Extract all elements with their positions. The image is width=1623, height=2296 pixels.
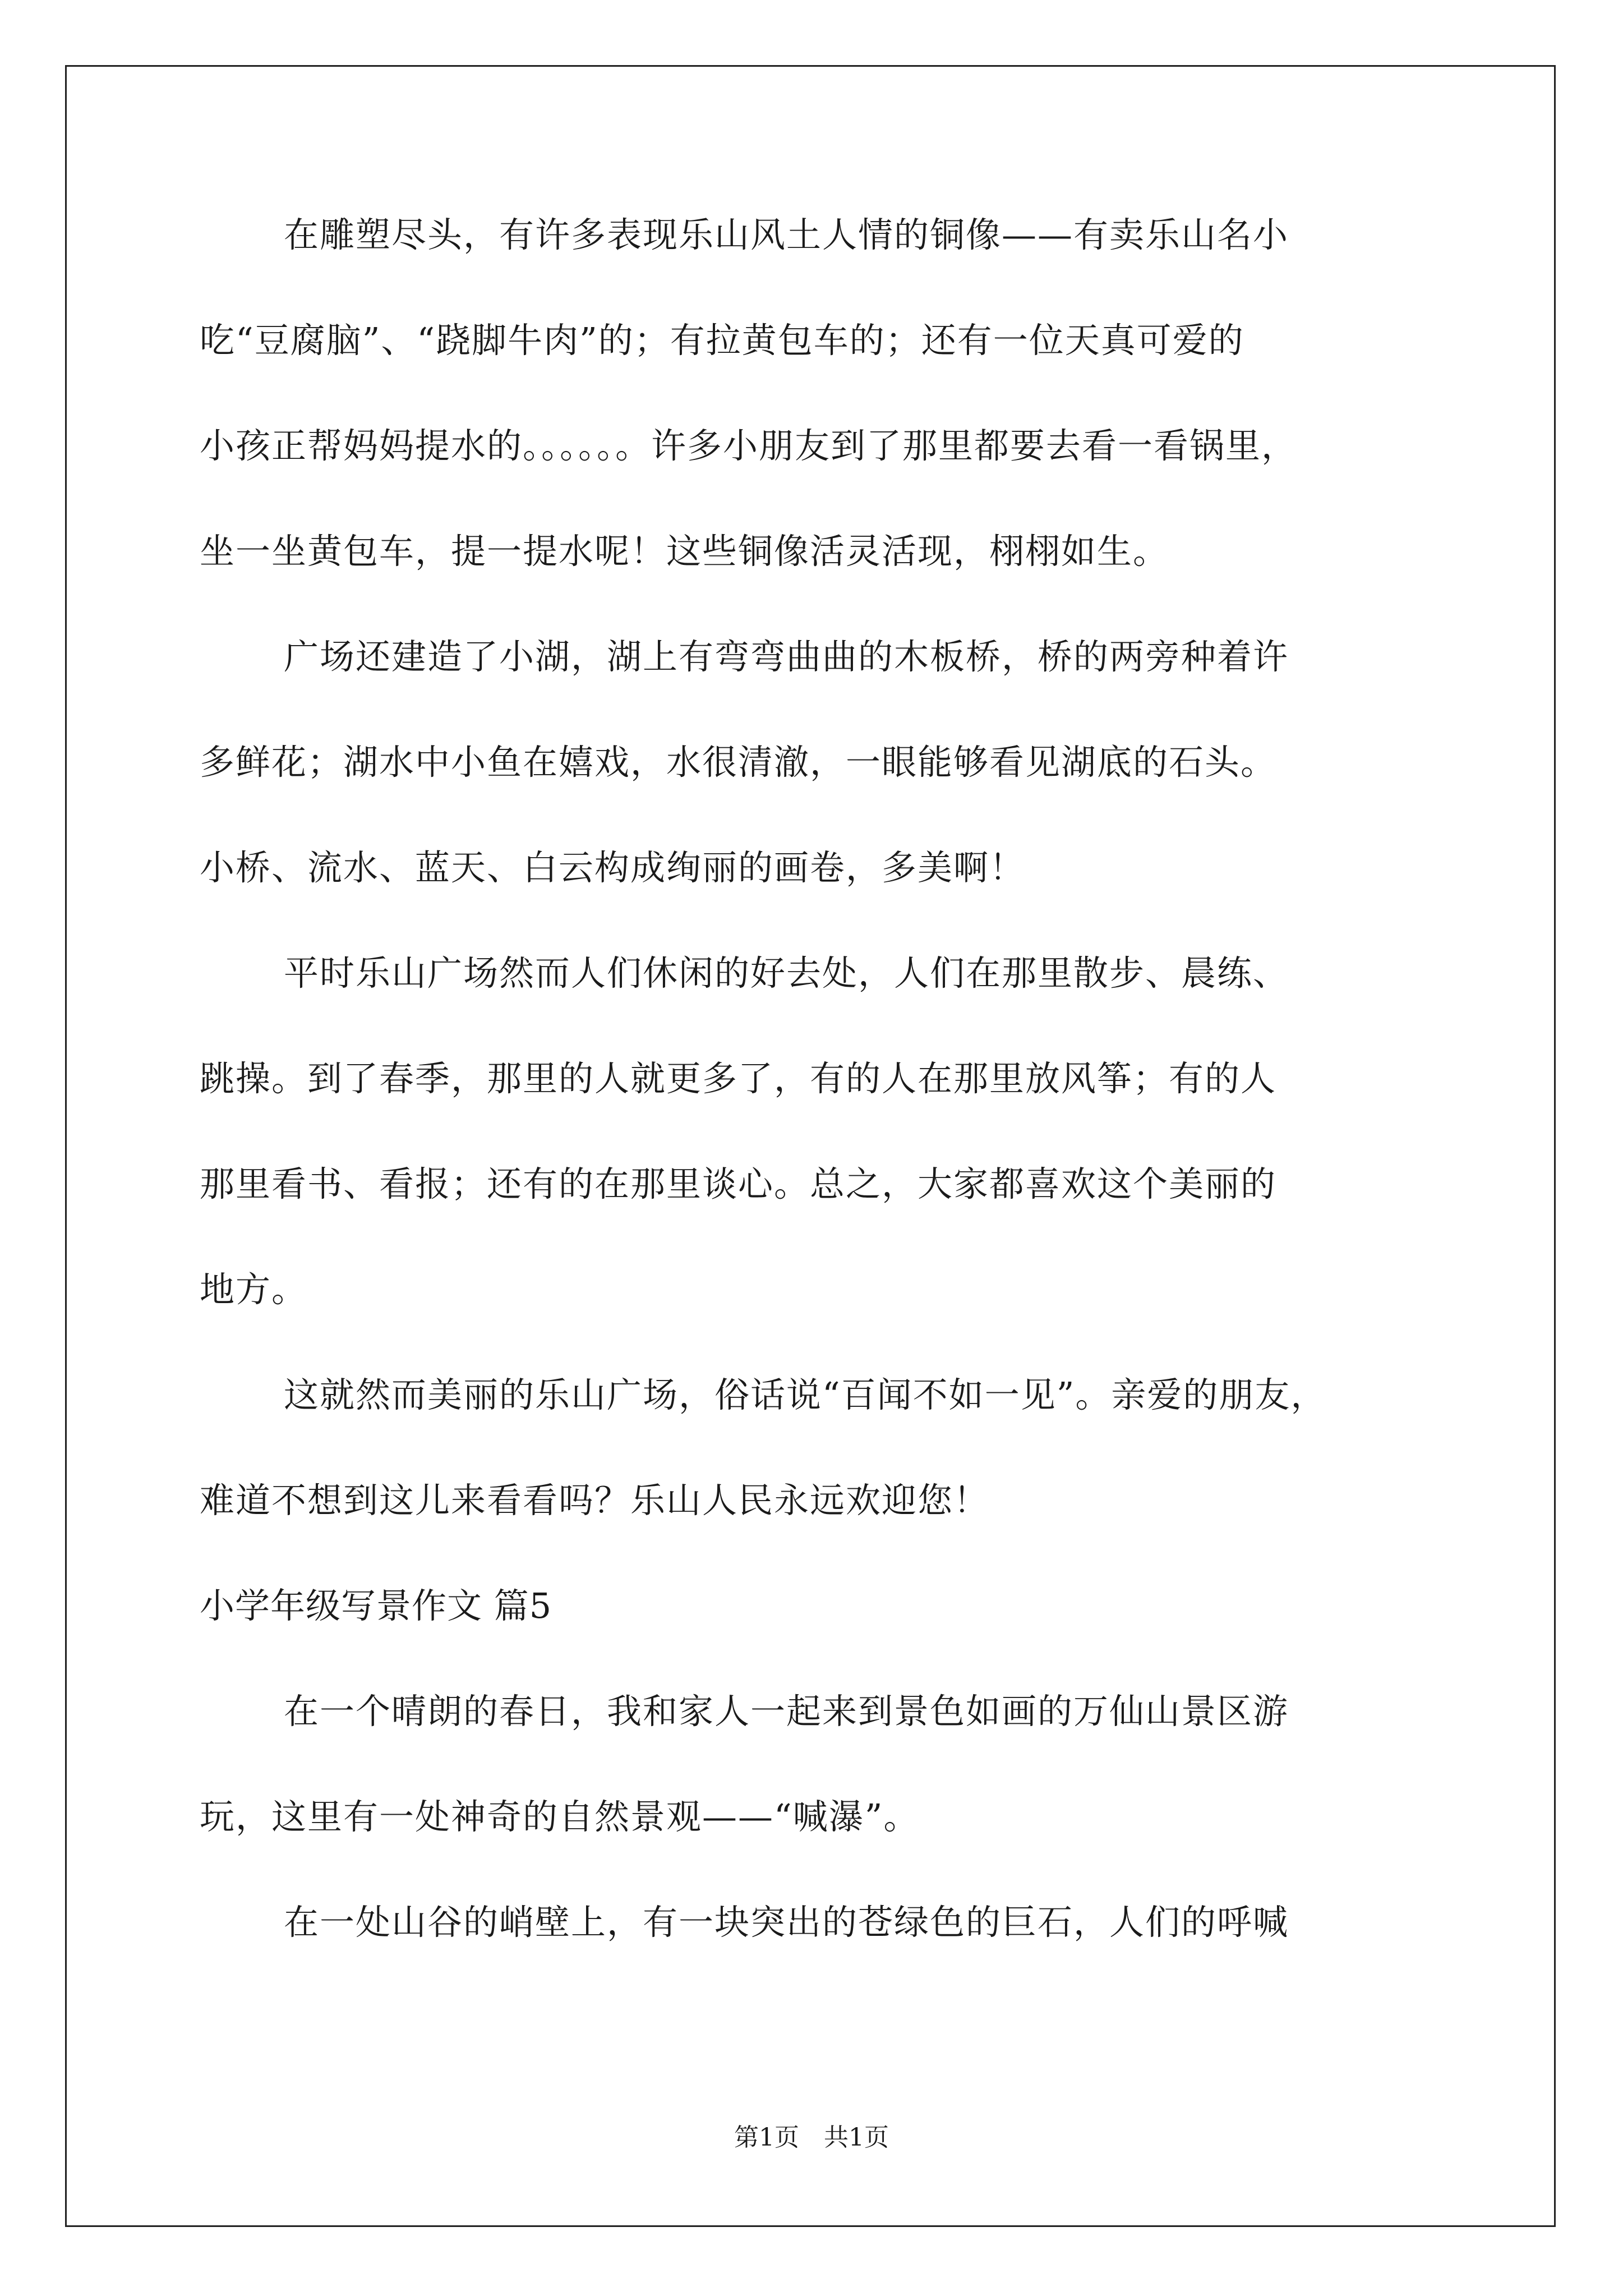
text-line: 地方。 [200,1269,308,1310]
section-heading: 小学年级写景作文 篇5 [200,1585,552,1626]
text-line: 在一个晴朗的春日，我和家人一起来到景色如画的万仙山景区游 [284,1691,1289,1732]
text-line: 小孩正帮妈妈提水的。。。。。。许多小朋友到了那里都要去看一看锅里， [200,425,1298,466]
text-line: 吃“豆腐脑”、“跷脚牛肉”的；有拉黄包车的；还有一位天真可爱的 [200,320,1244,361]
text-line: 平时乐山广场然而人们休闲的好去处，人们在那里散步、晨练、 [284,953,1289,993]
text-line: 难道不想到这儿来看看吗？乐山人民永远欢迎您！ [200,1480,990,1521]
page-footer: 第1页 共1页 [734,2123,889,2152]
text-line: 玩，这里有一处神奇的自然景观——“喊瀑”。 [200,1796,920,1837]
text-line: 小桥、流水、蓝天、白云构成绚丽的画卷，多美啊！ [200,847,1026,888]
text-line: 多鲜花；湖水中小鱼在嬉戏，水很清澈，一眼能够看见湖底的石头。 [200,742,1277,783]
text-line: 在一处山谷的峭壁上，有一块突出的苍绿色的巨石，人们的呼喊 [284,1902,1289,1943]
text-line: 那里看书、看报；还有的在那里谈心。总之，大家都喜欢这个美丽的 [200,1163,1277,1204]
text-line: 坐一坐黄包车，提一提水呢！这些铜像活灵活现，栩栩如生。 [200,531,1169,572]
text-line: 跳操。到了春季，那里的人就更多了，有的人在那里放风筝；有的人 [200,1058,1277,1099]
text-line: 在雕塑尽头，有许多表现乐山风土人情的铜像——有卖乐山名小 [284,214,1289,255]
text-line: 这就然而美丽的乐山广场，俗话说“百闻不如一见”。亲爱的朋友， [284,1374,1327,1415]
text-line: 广场还建造了小湖，湖上有弯弯曲曲的木板桥，桥的两旁种着许 [284,636,1289,677]
